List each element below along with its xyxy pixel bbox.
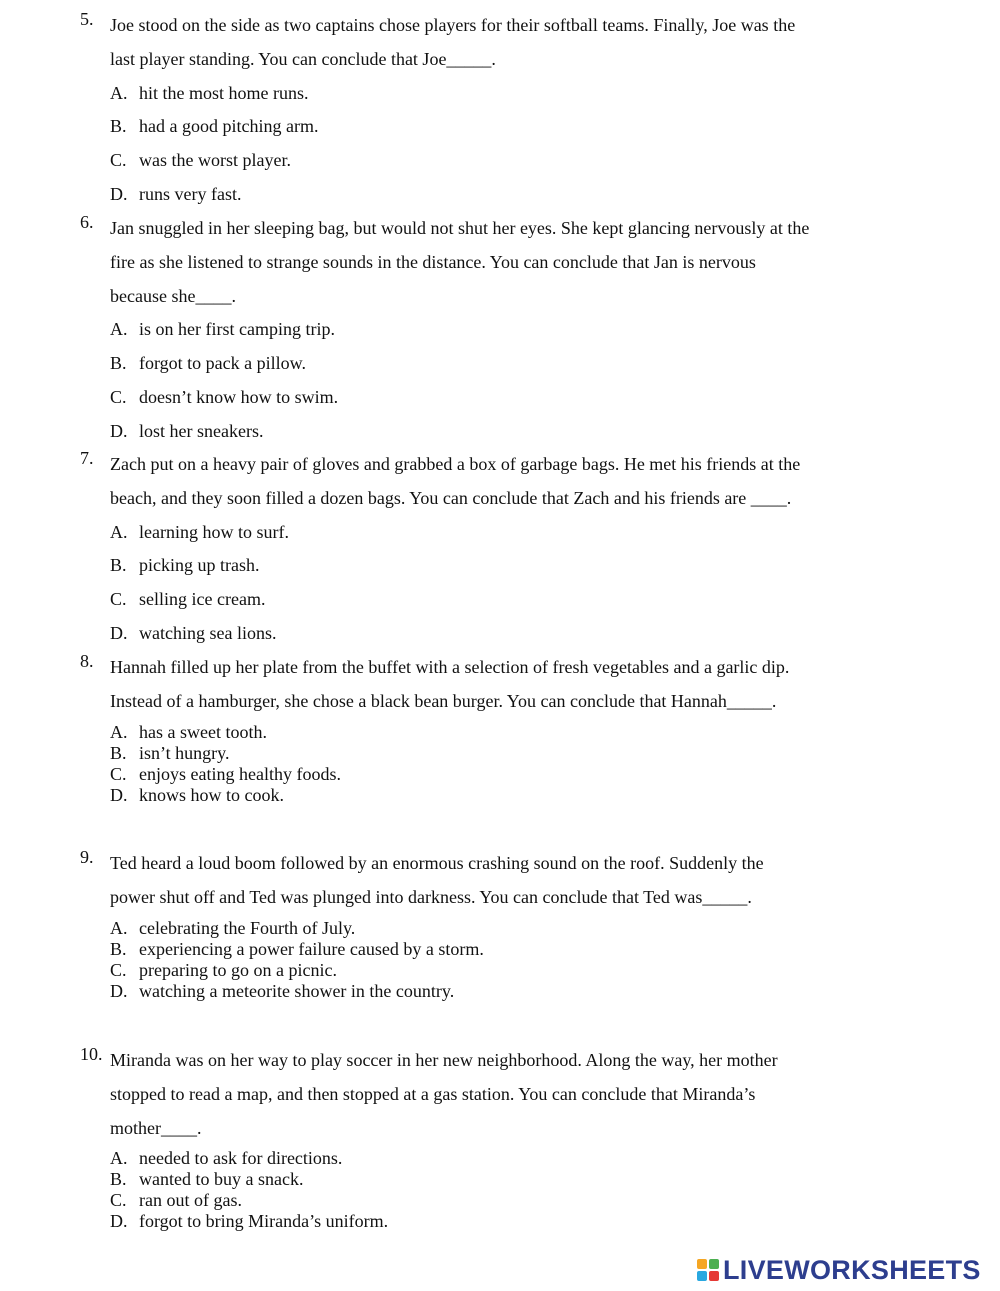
liveworksheets-logo bbox=[697, 1255, 981, 1285]
option-b[interactable] bbox=[110, 110, 880, 144]
option-a[interactable] bbox=[110, 918, 880, 939]
option-a[interactable] bbox=[110, 722, 880, 743]
option-letter: A. bbox=[110, 917, 128, 938]
option-text: isn’t hungry. bbox=[139, 742, 230, 763]
stem-line: Instead of a hamburger, she chose a black bean burger. You can conclude that Hannah_____. bbox=[110, 690, 777, 711]
option-letter: D. bbox=[110, 784, 128, 805]
question-number: 6. bbox=[80, 212, 94, 232]
option-letter: A. bbox=[110, 319, 128, 340]
option-b[interactable] bbox=[110, 549, 880, 583]
question-10 bbox=[80, 1044, 880, 1232]
option-d[interactable] bbox=[110, 178, 880, 212]
stem-line: Miranda was on her way to play soccer in her new neighborhood. Along the way, her mother bbox=[110, 1050, 778, 1070]
option-letter: D. bbox=[110, 980, 128, 1001]
option-letter: B. bbox=[110, 742, 127, 763]
question-6 bbox=[80, 212, 880, 449]
stem-line: last player standing. You can conclude that Joe_____. bbox=[110, 48, 496, 69]
stem-line: Joe stood on the side as two captains chose players for their softball teams. Finally, Joe was the bbox=[110, 15, 796, 35]
option-text: forgot to pack a pillow. bbox=[139, 353, 306, 374]
option-b[interactable] bbox=[110, 347, 880, 381]
question-5 bbox=[80, 9, 880, 212]
options-list bbox=[80, 77, 880, 212]
option-letter: B. bbox=[110, 938, 127, 959]
stem-line: Zach put on a heavy pair of gloves and grabbed a box of garbage bags. He met his friends at the bbox=[110, 454, 801, 474]
option-letter: C. bbox=[110, 959, 127, 980]
options-list bbox=[80, 516, 880, 651]
option-letter: C. bbox=[110, 150, 127, 171]
question-stem bbox=[80, 651, 880, 719]
option-letter: A. bbox=[110, 721, 128, 742]
option-text: doesn’t know how to swim. bbox=[139, 386, 339, 407]
option-c[interactable] bbox=[110, 144, 880, 178]
option-d[interactable] bbox=[110, 981, 880, 1002]
option-b[interactable] bbox=[110, 1169, 880, 1190]
option-letter: B. bbox=[110, 353, 127, 374]
option-text: has a sweet tooth. bbox=[139, 721, 267, 742]
option-text: knows how to cook. bbox=[139, 784, 284, 805]
option-letter: C. bbox=[110, 763, 127, 784]
option-letter: A. bbox=[110, 1148, 128, 1169]
option-c[interactable] bbox=[110, 764, 880, 785]
question-number: 5. bbox=[80, 9, 94, 29]
option-a[interactable] bbox=[110, 77, 880, 111]
stem-line: because she____. bbox=[110, 285, 236, 306]
question-stem bbox=[80, 212, 880, 313]
option-text: learning how to surf. bbox=[139, 521, 289, 542]
option-letter: C. bbox=[110, 1190, 127, 1211]
stem-line: power shut off and Ted was plunged into darkness. You can conclude that Ted was_____. bbox=[110, 886, 752, 907]
liveworksheets-logo-icon bbox=[697, 1259, 719, 1281]
option-letter: D. bbox=[110, 622, 128, 643]
option-letter: A. bbox=[110, 82, 128, 103]
options-list bbox=[80, 313, 880, 448]
option-d[interactable] bbox=[110, 415, 880, 449]
stem-line: Ted heard a loud boom followed by an enormous crashing sound on the roof. Suddenly the bbox=[110, 853, 764, 873]
question-number: 10. bbox=[80, 1044, 103, 1064]
option-letter: B. bbox=[110, 116, 127, 137]
question-number: 9. bbox=[80, 847, 94, 867]
option-d[interactable] bbox=[110, 617, 880, 651]
option-text: enjoys eating healthy foods. bbox=[139, 763, 341, 784]
question-stem bbox=[80, 1044, 880, 1145]
option-a[interactable] bbox=[110, 1148, 880, 1169]
stem-line: Hannah filled up her plate from the buffet with a selection of fresh vegetables and a garlic dip. bbox=[110, 657, 790, 677]
option-text: picking up trash. bbox=[139, 555, 260, 576]
option-text: watching a meteorite shower in the country. bbox=[139, 980, 455, 1001]
option-text: was the worst player. bbox=[139, 150, 291, 171]
option-text: watching sea lions. bbox=[139, 622, 277, 643]
question-stem bbox=[80, 847, 880, 915]
option-text: is on her first camping trip. bbox=[139, 319, 335, 340]
question-stem bbox=[80, 9, 880, 77]
option-text: needed to ask for directions. bbox=[139, 1148, 343, 1169]
option-text: wanted to buy a snack. bbox=[139, 1169, 304, 1190]
option-letter: A. bbox=[110, 521, 128, 542]
option-a[interactable] bbox=[110, 516, 880, 550]
question-9 bbox=[80, 847, 880, 1002]
option-c[interactable] bbox=[110, 960, 880, 981]
option-text: experiencing a power failure caused by a storm. bbox=[139, 938, 484, 959]
options-list bbox=[80, 915, 880, 1002]
option-c[interactable] bbox=[110, 583, 880, 617]
question-8 bbox=[80, 651, 880, 806]
option-letter: D. bbox=[110, 183, 128, 204]
option-letter: C. bbox=[110, 589, 127, 610]
option-c[interactable] bbox=[110, 1190, 880, 1211]
option-letter: D. bbox=[110, 1211, 128, 1232]
stem-line: beach, and they soon filled a dozen bags. You can conclude that Zach and his friends are ____. bbox=[110, 487, 792, 508]
option-b[interactable] bbox=[110, 743, 880, 764]
question-number: 7. bbox=[80, 448, 94, 468]
stem-line: mother____. bbox=[110, 1117, 202, 1138]
logo-text: LIVEWORKSHEETS bbox=[723, 1254, 981, 1285]
option-d[interactable] bbox=[110, 785, 880, 806]
stem-line: stopped to read a map, and then stopped at a gas station. You can conclude that Miranda’s bbox=[110, 1083, 756, 1104]
stem-line: fire as she listened to strange sounds in the distance. You can conclude that Jan is nervous bbox=[110, 251, 756, 272]
question-number: 8. bbox=[80, 651, 94, 671]
option-text: preparing to go on a picnic. bbox=[139, 959, 337, 980]
options-list bbox=[80, 719, 880, 806]
option-text: had a good pitching arm. bbox=[139, 116, 319, 137]
option-text: lost her sneakers. bbox=[139, 420, 264, 441]
option-text: ran out of gas. bbox=[139, 1190, 242, 1211]
option-text: forgot to bring Miranda’s uniform. bbox=[139, 1211, 389, 1232]
option-c[interactable] bbox=[110, 381, 880, 415]
option-text: celebrating the Fourth of July. bbox=[139, 917, 356, 938]
options-list bbox=[80, 1145, 880, 1232]
option-text: hit the most home runs. bbox=[139, 82, 309, 103]
option-letter: B. bbox=[110, 555, 127, 576]
option-letter: D. bbox=[110, 420, 128, 441]
question-7 bbox=[80, 448, 880, 651]
option-letter: B. bbox=[110, 1169, 127, 1190]
question-stem bbox=[80, 448, 880, 516]
option-b[interactable] bbox=[110, 939, 880, 960]
option-letter: C. bbox=[110, 386, 127, 407]
stem-line: Jan snuggled in her sleeping bag, but would not shut her eyes. She kept glancing nervously at the bbox=[110, 218, 810, 238]
option-d[interactable] bbox=[110, 1211, 880, 1232]
option-a[interactable] bbox=[110, 313, 880, 347]
option-text: runs very fast. bbox=[139, 183, 242, 204]
option-text: selling ice cream. bbox=[139, 589, 266, 610]
